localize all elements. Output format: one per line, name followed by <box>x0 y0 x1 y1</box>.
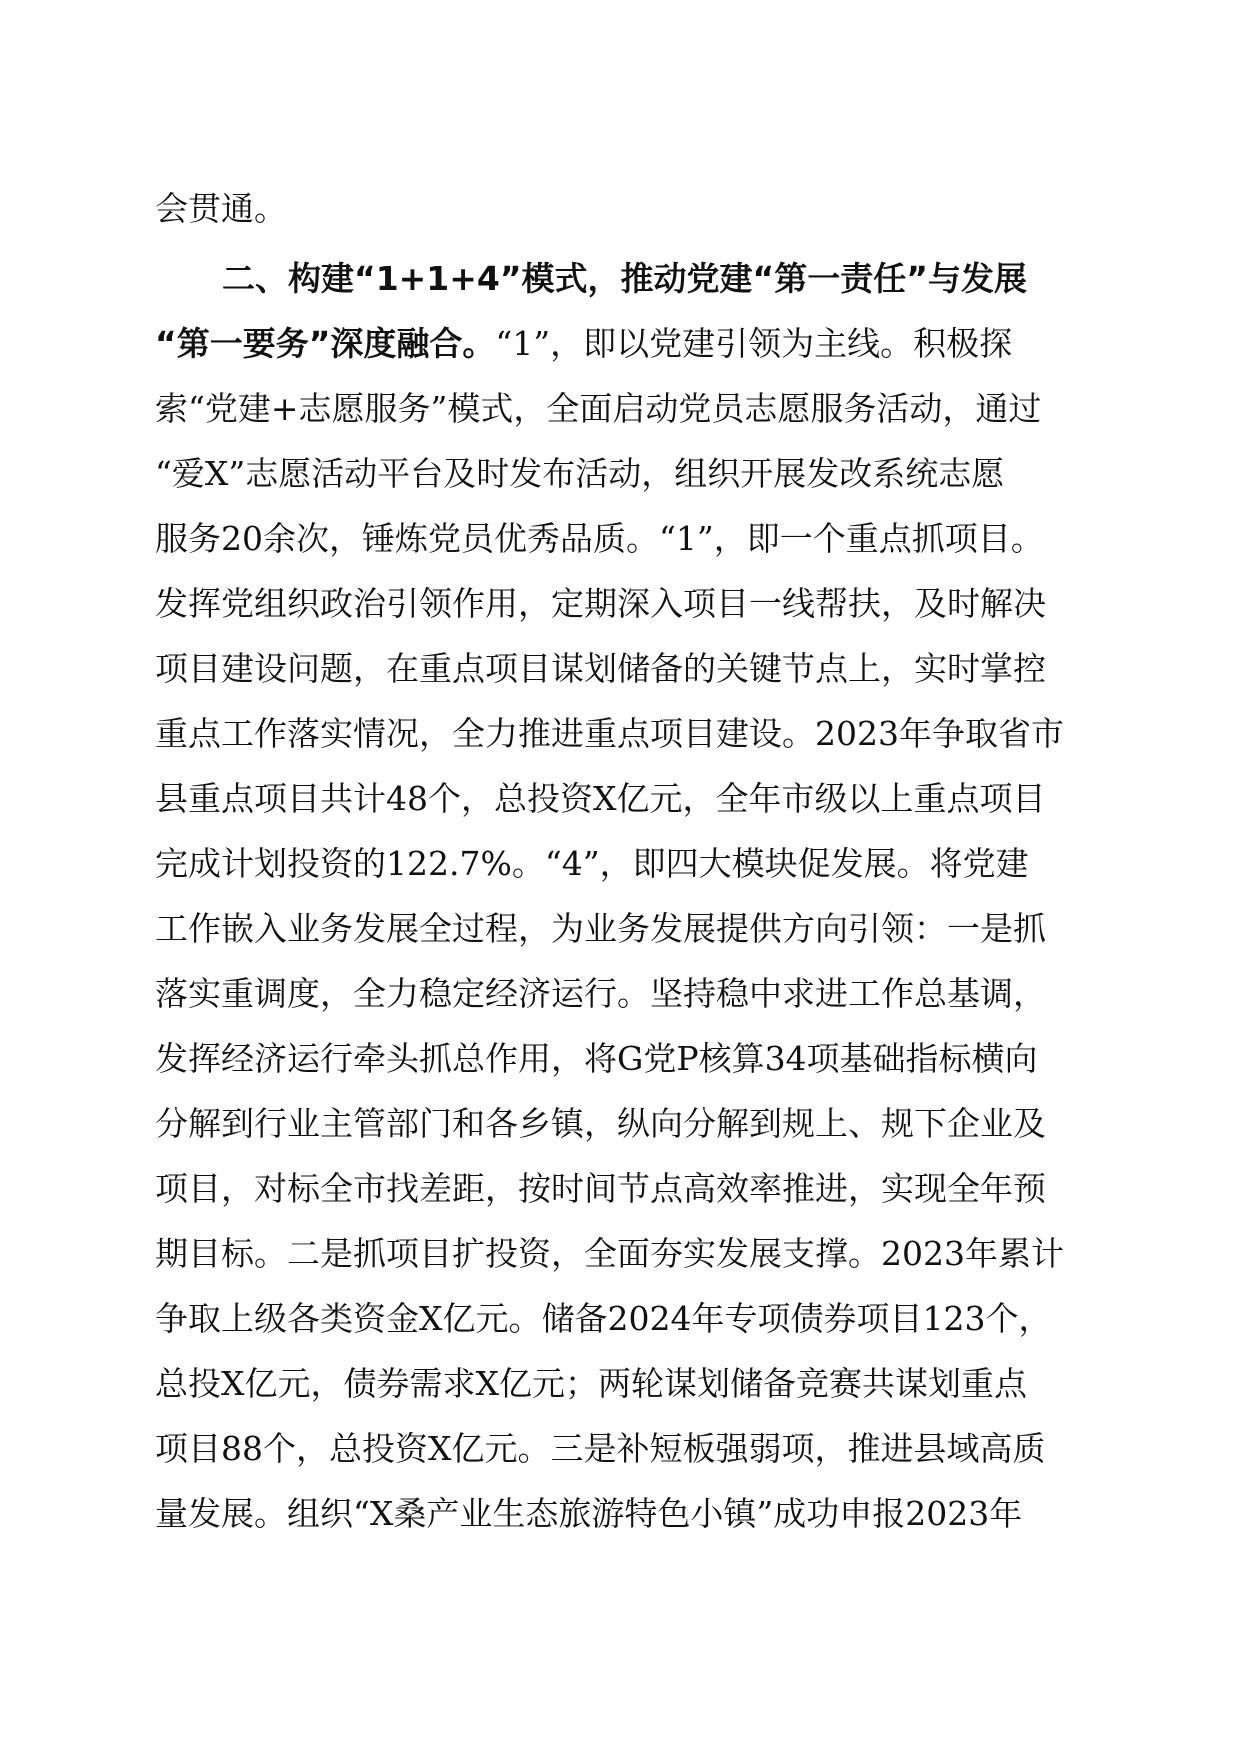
body-text-line: 工作嵌入业务发展全过程，为业务发展提供方向引领：一是抓 <box>155 909 1046 948</box>
section-heading: 二、构建“1+1+4”模式，推动党建“第一责任”与发展 <box>222 259 1027 298</box>
body-text-line: 发挥党组织政治引领作用，定期深入项目一线帮扶，及时解决 <box>155 584 1046 623</box>
body-text-line: 项目，对标全市找差距，按时间节点高效率推进，实现全年预 <box>155 1169 1046 1208</box>
body-text-line: 完成计划投资的122.7%。“4”，即四大模块促发展。将党建 <box>155 844 1029 883</box>
section-heading-continued: “第一要务”深度融合。 <box>155 324 496 363</box>
body-text-span: “1”，即以党建引领为主线。积极探 <box>495 324 1013 363</box>
body-text-line: 县重点项目共计48个，总投资X亿元，全年市级以上重点项目 <box>155 779 1046 818</box>
body-text-line: 服务20余次，锤炼党员优秀品质。“1”，即一个重点抓项目。 <box>155 519 1044 558</box>
body-text-line: “爱X”志愿活动平台及时发布活动，组织开展发改系统志愿 <box>155 454 1005 493</box>
body-text-line: 会贯通。 <box>155 189 287 228</box>
body-text-line: 重点工作落实情况，全力推进重点项目建设。2023年争取省市 <box>155 714 1064 753</box>
body-text-line: 索“党建+志愿服务”模式，全面启动党员志愿服务活动，通过 <box>155 389 1042 428</box>
body-text-line: 总投X亿元，债券需求X亿元；两轮谋划储备竞赛共谋划重点 <box>155 1364 1027 1403</box>
body-text-line: 分解到行业主管部门和各乡镇，纵向分解到规上、规下企业及 <box>155 1104 1046 1143</box>
body-text-line: 项目88个，总投资X亿元。三是补短板强弱项，推进县域高质 <box>155 1429 1046 1468</box>
body-text-line: 项目建设问题，在重点项目谋划储备的关键节点上，实时掌控 <box>155 649 1046 688</box>
body-text-line: 争取上级各类资金X亿元。储备2024年专项债券项目123个， <box>155 1299 1052 1338</box>
body-text-line: 落实重调度，全力稳定经济运行。坚持稳中求进工作总基调， <box>155 974 1046 1013</box>
body-text-line: 发挥经济运行牵头抓总作用，将G党P核算34项基础指标横向 <box>155 1039 1038 1078</box>
body-text-line <box>155 311 1095 377</box>
body-text-line: 量发展。组织“X桑产业生态旅游特色小镇”成功申报2023年 <box>155 1494 1023 1533</box>
body-text-line: 期目标。二是抓项目扩投资，全面夯实发展支撑。2023年累计 <box>155 1234 1064 1273</box>
